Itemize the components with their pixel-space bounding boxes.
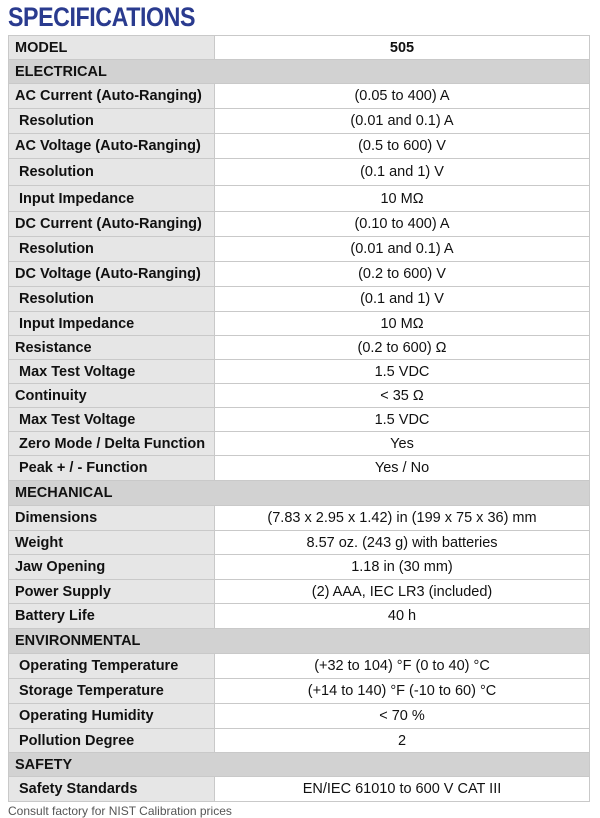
spec-value: Yes / No xyxy=(215,456,590,481)
section-header: SAFETY xyxy=(9,753,590,777)
spec-value: (0.10 to 400) A xyxy=(215,212,590,237)
spec-row xyxy=(9,360,590,384)
spec-row xyxy=(9,531,590,555)
spec-label: Storage Temperature xyxy=(9,679,215,704)
spec-row xyxy=(9,212,590,237)
model-label: MODEL xyxy=(9,36,215,60)
spec-row xyxy=(9,159,590,186)
spec-value: (7.83 x 2.95 x 1.42) in (199 x 75 x 36) mm xyxy=(215,506,590,531)
spec-label: Safety Standards xyxy=(9,777,215,802)
section-header: ENVIRONMENTAL xyxy=(9,629,590,654)
spec-value: < 70 % xyxy=(215,704,590,729)
spec-row xyxy=(9,134,590,159)
spec-label: Resolution xyxy=(9,237,215,262)
spec-row xyxy=(9,456,590,481)
spec-label: Input Impedance xyxy=(9,312,215,336)
spec-label: Resistance xyxy=(9,336,215,360)
spec-row xyxy=(9,506,590,531)
spec-row xyxy=(9,580,590,604)
spec-label: Peak + / - Function xyxy=(9,456,215,481)
spec-value: 2 xyxy=(215,729,590,753)
specifications-table xyxy=(8,35,590,802)
spec-row xyxy=(9,84,590,109)
spec-label: Resolution xyxy=(9,287,215,312)
spec-value: (0.01 and 0.1) A xyxy=(215,109,590,134)
spec-row xyxy=(9,654,590,679)
spec-label: Continuity xyxy=(9,384,215,408)
spec-value: (0.2 to 600) Ω xyxy=(215,336,590,360)
spec-value: (0.1 and 1) V xyxy=(215,287,590,312)
footnote: Consult factory for NIST Calibration prices xyxy=(8,804,232,818)
spec-label: Input Impedance xyxy=(9,186,215,212)
spec-label: Resolution xyxy=(9,159,215,186)
spec-row xyxy=(9,555,590,580)
spec-label: Zero Mode / Delta Function xyxy=(9,432,215,456)
spec-value: 1.5 VDC xyxy=(215,408,590,432)
section-header-row xyxy=(9,753,590,777)
spec-label: Operating Temperature xyxy=(9,654,215,679)
spec-row xyxy=(9,312,590,336)
spec-value: (0.05 to 400) A xyxy=(215,84,590,109)
section-header-row xyxy=(9,60,590,84)
model-row xyxy=(9,36,590,60)
spec-value: (2) AAA, IEC LR3 (included) xyxy=(215,580,590,604)
spec-row xyxy=(9,262,590,287)
spec-value: EN/IEC 61010 to 600 V CAT III xyxy=(215,777,590,802)
spec-label: DC Voltage (Auto-Ranging) xyxy=(9,262,215,287)
spec-row xyxy=(9,432,590,456)
section-header: MECHANICAL xyxy=(9,481,590,506)
section-header-row xyxy=(9,481,590,506)
spec-label: Dimensions xyxy=(9,506,215,531)
spec-value: (0.01 and 0.1) A xyxy=(215,237,590,262)
spec-value: (+32 to 104) °F (0 to 40) °C xyxy=(215,654,590,679)
specifications-table-body xyxy=(9,36,590,802)
spec-value: Yes xyxy=(215,432,590,456)
spec-row xyxy=(9,408,590,432)
spec-row xyxy=(9,777,590,802)
spec-label: Max Test Voltage xyxy=(9,408,215,432)
spec-value: 10 MΩ xyxy=(215,186,590,212)
spec-value: 1.5 VDC xyxy=(215,360,590,384)
spec-value: < 35 Ω xyxy=(215,384,590,408)
spec-row xyxy=(9,287,590,312)
spec-row xyxy=(9,679,590,704)
spec-value: (0.2 to 600) V xyxy=(215,262,590,287)
spec-label: Weight xyxy=(9,531,215,555)
section-header-row xyxy=(9,629,590,654)
spec-label: Operating Humidity xyxy=(9,704,215,729)
model-value: 505 xyxy=(215,36,590,60)
spec-label: AC Current (Auto-Ranging) xyxy=(9,84,215,109)
page-title: SPECIFICATIONS xyxy=(8,2,196,32)
spec-row xyxy=(9,109,590,134)
spec-label: DC Current (Auto-Ranging) xyxy=(9,212,215,237)
spec-value: (0.5 to 600) V xyxy=(215,134,590,159)
spec-label: Jaw Opening xyxy=(9,555,215,580)
spec-row xyxy=(9,186,590,212)
spec-label: Power Supply xyxy=(9,580,215,604)
spec-row xyxy=(9,336,590,360)
spec-label: Battery Life xyxy=(9,604,215,629)
spec-row xyxy=(9,237,590,262)
spec-label: Resolution xyxy=(9,109,215,134)
spec-row xyxy=(9,729,590,753)
spec-value: 10 MΩ xyxy=(215,312,590,336)
spec-value: 40 h xyxy=(215,604,590,629)
spec-label: AC Voltage (Auto-Ranging) xyxy=(9,134,215,159)
spec-value: 8.57 oz. (243 g) with batteries xyxy=(215,531,590,555)
spec-row xyxy=(9,384,590,408)
spec-value: (0.1 and 1) V xyxy=(215,159,590,186)
spec-label: Pollution Degree xyxy=(9,729,215,753)
spec-value: 1.18 in (30 mm) xyxy=(215,555,590,580)
spec-row xyxy=(9,704,590,729)
spec-value: (+14 to 140) °F (-10 to 60) °C xyxy=(215,679,590,704)
section-header: ELECTRICAL xyxy=(9,60,590,84)
spec-label: Max Test Voltage xyxy=(9,360,215,384)
spec-row xyxy=(9,604,590,629)
